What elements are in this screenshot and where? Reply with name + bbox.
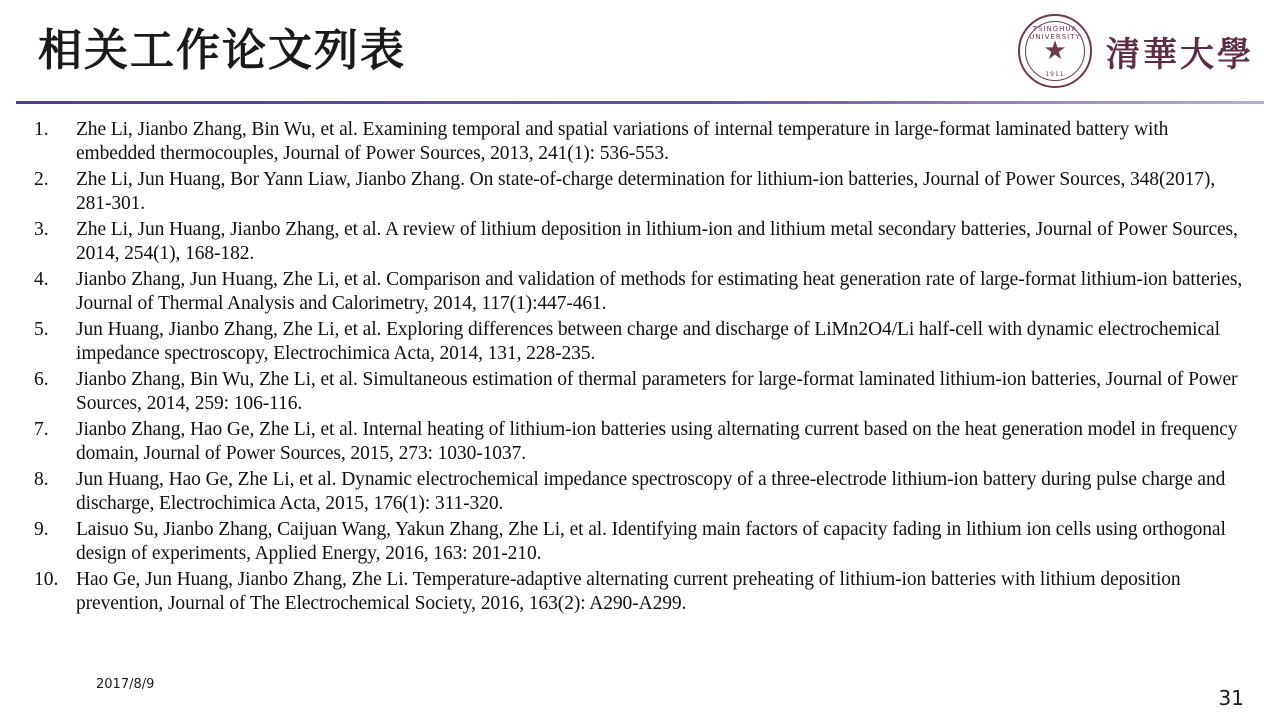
star-icon: ★ [1043, 36, 1067, 65]
reference-number: 6. [34, 369, 49, 390]
list-item [34, 318, 1250, 366]
page-number: 31 [1218, 686, 1244, 710]
reference-number: 9. [34, 519, 49, 540]
list-item [34, 568, 1250, 616]
reference-number: 7. [34, 419, 49, 440]
list-item [34, 218, 1250, 266]
list-item [34, 518, 1250, 566]
tsinghua-seal-icon [1018, 14, 1092, 88]
list-item [34, 118, 1250, 166]
reference-number: 8. [34, 469, 49, 490]
reference-text: Hao Ge, Jun Huang, Jianbo Zhang, Zhe Li. Temperature-adaptive alternating current preheating of lithium-ion batteries with lithium deposition prevention, Journal of The Electrochemical Society, 2016, 163(2): A290-A299. [76, 569, 1181, 614]
reference-number: 5. [34, 319, 49, 340]
list-item [34, 368, 1250, 416]
university-logo [1018, 14, 1254, 88]
reference-text: Laisuo Su, Jianbo Zhang, Caijuan Wang, Yakun Zhang, Zhe Li, et al. Identifying main factors of capacity fading in lithium ion cells using orthogonal design of experiments, Applied Energy, 2016, 163: 201-210. [76, 519, 1226, 564]
reference-text: Jianbo Zhang, Jun Huang, Zhe Li, et al. Comparison and validation of methods for estimating heat generation rate of large-format lithium-ion batteries, Journal of Thermal Analysis and Calorimetry, 2014, 117(1):447-461. [76, 269, 1243, 314]
university-wordmark: 清華大學 [1106, 34, 1254, 75]
reference-text: Zhe Li, Jun Huang, Bor Yann Liaw, Jianbo Zhang. On state-of-charge determination for lithium-ion batteries, Journal of Power Sources, 348(2017), 281-301. [76, 169, 1216, 214]
list-item [34, 168, 1250, 216]
title-divider [16, 101, 1264, 104]
reference-number: 4. [34, 269, 49, 290]
footer-date: 2017/8/9 [96, 677, 155, 692]
page-title: 相关工作论文列表 [38, 25, 406, 76]
reference-text: Jianbo Zhang, Hao Ge, Zhe Li, et al. Internal heating of lithium-ion batteries using alternating current based on the heat generation model in frequency domain, Journal of Power Sources, 2015, 273: 1030-1037. [76, 419, 1238, 464]
reference-text: Zhe Li, Jianbo Zhang, Bin Wu, et al. Examining temporal and spatial variations of internal temperature in large-format laminated battery with embedded thermocouples, Journal of Power Sources, 2013, 241(1): 536-553. [76, 119, 1169, 164]
reference-list [34, 118, 1250, 616]
reference-text: Jun Huang, Hao Ge, Zhe Li, et al. Dynamic electrochemical impedance spectroscopy of a three-electrode lithium-ion battery during pulse charge and discharge, Electrochimica Acta, 2015, 176(1): 311-320. [76, 469, 1226, 514]
reference-number: 3. [34, 219, 49, 240]
list-item [34, 268, 1250, 316]
slide-header [0, 0, 1280, 105]
reference-text: Jun Huang, Jianbo Zhang, Zhe Li, et al. Exploring differences between charge and discharge of LiMn2O4/Li half-cell with dynamic electrochemical impedance spectroscopy, Electrochimica Acta, 2014, 131, 228-235. [76, 319, 1220, 364]
reference-list-container [34, 118, 1250, 618]
list-item [34, 468, 1250, 516]
seal-top-text: TSINGHUA UNIVERSITY [1029, 25, 1081, 41]
reference-text: Jianbo Zhang, Bin Wu, Zhe Li, et al. Simultaneous estimation of thermal parameters for large-format laminated lithium-ion batteries, Journal of Power Sources, 2014, 259: 106-116. [76, 369, 1238, 414]
reference-number: 10. [34, 569, 59, 590]
reference-number: 2. [34, 169, 49, 190]
reference-text: Zhe Li, Jun Huang, Jianbo Zhang, et al. A review of lithium deposition in lithium-ion and lithium metal secondary batteries, Journal of Power Sources, 2014, 254(1), 168-182. [76, 219, 1238, 264]
reference-number: 1. [34, 119, 49, 140]
seal-bottom-text: 1911 [1045, 71, 1065, 78]
list-item [34, 418, 1250, 466]
